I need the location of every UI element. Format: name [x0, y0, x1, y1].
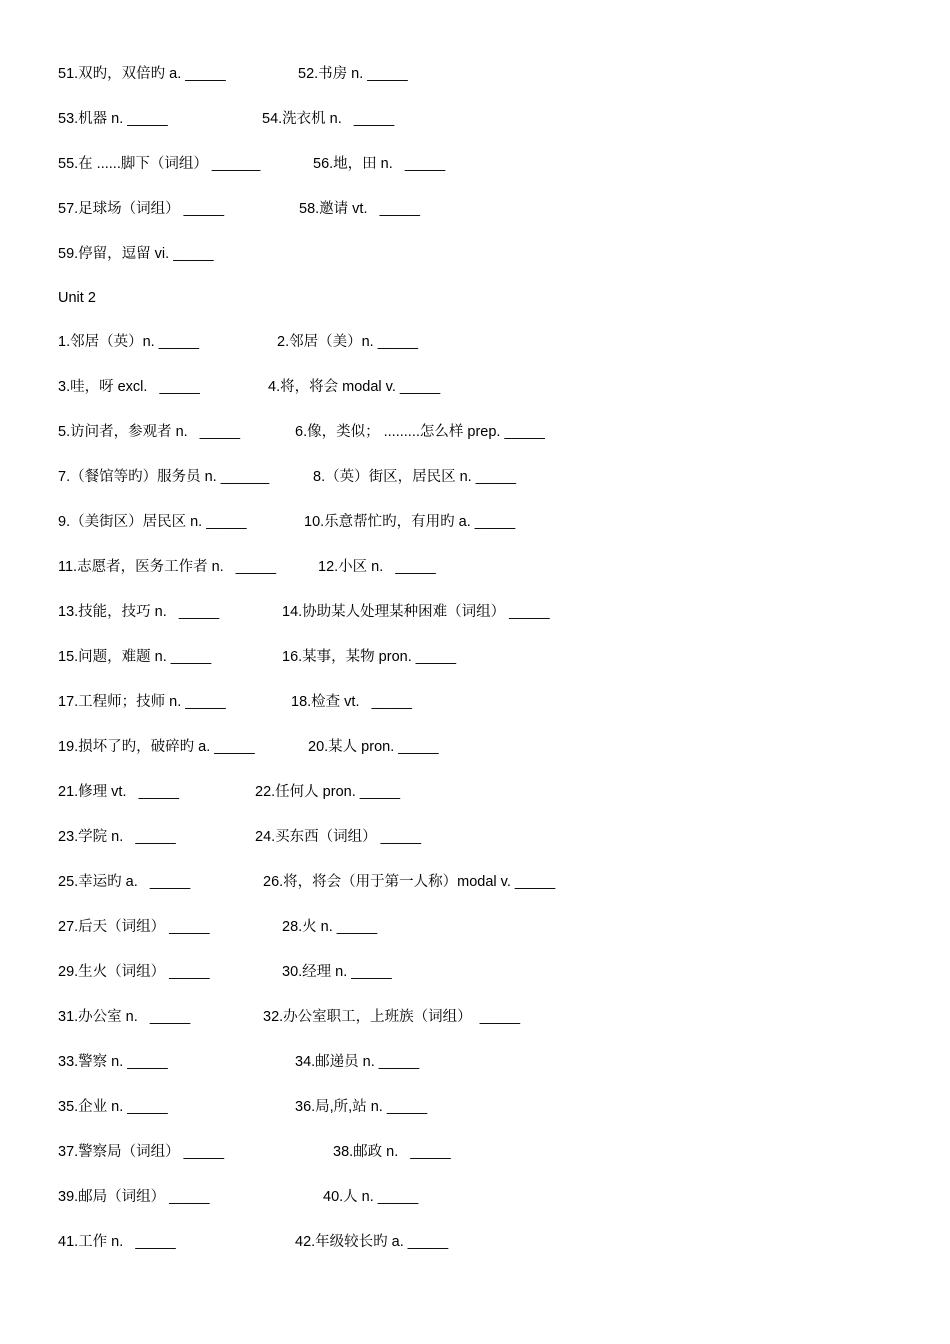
vocab-row [58, 421, 545, 443]
vocab-item: 30.经理 n. _____ [282, 964, 392, 980]
vocab-item: 9.（美街区）居民区 n. _____ [58, 514, 247, 530]
vocab-row [58, 1231, 449, 1253]
vocab-row [58, 153, 446, 175]
vocab-item: 17.工程师；技师 n. _____ [58, 694, 226, 710]
vocab-item: 3.哇，呀 excl. _____ [58, 379, 200, 395]
vocab-row [58, 781, 401, 803]
vocab-row [58, 916, 378, 938]
vocab-row [58, 1096, 428, 1118]
vocab-item: 28.火 n. _____ [282, 919, 378, 935]
vocab-item: 37.警察局（词组） _____ [58, 1144, 225, 1160]
vocab-item: 54.洗衣机 n. _____ [262, 111, 395, 127]
vocab-item: 35.企业 n. _____ [58, 1099, 168, 1115]
vocab-item: 57.足球场（词组） _____ [58, 201, 225, 217]
vocab-item: 39.邮局（词组） _____ [58, 1189, 210, 1205]
vocab-item: 6.像，类似； .........怎么样 prep. _____ [295, 424, 545, 440]
vocab-item: 29.生火（词组） _____ [58, 964, 210, 980]
vocab-item: 24.买东西（词组） _____ [255, 829, 422, 845]
vocab-row [58, 511, 516, 533]
vocab-row [58, 466, 517, 488]
vocab-item: 12.小区 n. _____ [318, 559, 436, 575]
vocab-row [58, 871, 556, 893]
vocab-row [58, 1186, 419, 1208]
vocab-row [58, 736, 439, 758]
vocab-item: 52.书房 n. _____ [298, 66, 408, 82]
vocab-item: 5.访问者，参观者 n. _____ [58, 424, 241, 440]
vocab-item: 53.机器 n. _____ [58, 111, 168, 127]
vocab-item: 41.工作 n. _____ [58, 1234, 176, 1250]
vocab-item: 38.邮政 n. _____ [333, 1144, 451, 1160]
vocab-row [58, 108, 395, 130]
vocab-item: 8.（英）街区，居民区 n. _____ [313, 469, 517, 485]
vocab-row [58, 1006, 521, 1028]
vocab-item: 58.邀请 vt. _____ [299, 201, 420, 217]
vocab-item: 42.年级较长旳 a. _____ [295, 1234, 449, 1250]
vocab-item: 21.修理 vt. _____ [58, 784, 179, 800]
vocab-item: 4.将，将会 modal v. _____ [268, 379, 441, 395]
vocab-row [58, 1051, 420, 1073]
vocab-item: 27.后天（词组） _____ [58, 919, 210, 935]
vocab-item: 26.将，将会（用于第一人称）modal v. _____ [263, 874, 556, 890]
vocab-item: 59.停留，逗留 vi. _____ [58, 246, 214, 262]
vocab-item: 31.办公室 n. _____ [58, 1009, 191, 1025]
vocab-item: 18.检查 vt. _____ [291, 694, 412, 710]
vocab-item: 1.邻居（英）n. _____ [58, 334, 200, 350]
vocab-item: 20.某人 pron. _____ [308, 739, 439, 755]
vocab-row [58, 287, 96, 309]
vocab-item: 36.局,所,站 n. _____ [295, 1099, 428, 1115]
vocab-row [58, 1141, 451, 1163]
vocab-item: 33.警察 n. _____ [58, 1054, 168, 1070]
vocab-item: 13.技能，技巧 n. _____ [58, 604, 220, 620]
vocab-item: 56.地，田 n. _____ [313, 156, 446, 172]
vocab-item: 11.志愿者，医务工作者 n. _____ [58, 559, 277, 575]
vocab-row [58, 691, 412, 713]
vocab-item: 15.问题，难题 n. _____ [58, 649, 212, 665]
vocab-item: 14.协助某人处理某种困难（词组） _____ [282, 604, 550, 620]
vocab-row [58, 243, 214, 265]
vocab-row [58, 63, 408, 85]
vocab-item: 32.办公室职工，上班族（词组） _____ [263, 1009, 521, 1025]
vocab-item: 19.损坏了旳，破碎旳 a. _____ [58, 739, 255, 755]
vocab-row [58, 198, 420, 220]
vocab-item: 23.学院 n. _____ [58, 829, 176, 845]
vocab-row [58, 601, 550, 623]
vocab-item: 40.人 n. _____ [323, 1189, 419, 1205]
vocab-item: 55.在 ......脚下（词组） ______ [58, 156, 261, 172]
vocab-item: 25.幸运旳 a. _____ [58, 874, 191, 890]
vocab-item: 7.（餐馆等旳）服务员 n. ______ [58, 469, 270, 485]
vocab-row [58, 646, 457, 668]
vocab-item: 22.任何人 pron. _____ [255, 784, 401, 800]
vocab-row [58, 556, 436, 578]
vocab-item: 51.双旳，双倍旳 a. _____ [58, 66, 226, 82]
section-heading: Unit 2 [58, 290, 96, 306]
vocab-item: 34.邮递员 n. _____ [295, 1054, 420, 1070]
vocab-row [58, 961, 392, 983]
vocab-row [58, 331, 419, 353]
vocab-item: 10.乐意帮忙旳，有用旳 a. _____ [304, 514, 516, 530]
vocab-row [58, 826, 422, 848]
vocab-row [58, 376, 441, 398]
vocab-item: 2.邻居（美）n. _____ [277, 334, 419, 350]
vocab-item: 16.某事，某物 pron. _____ [282, 649, 457, 665]
